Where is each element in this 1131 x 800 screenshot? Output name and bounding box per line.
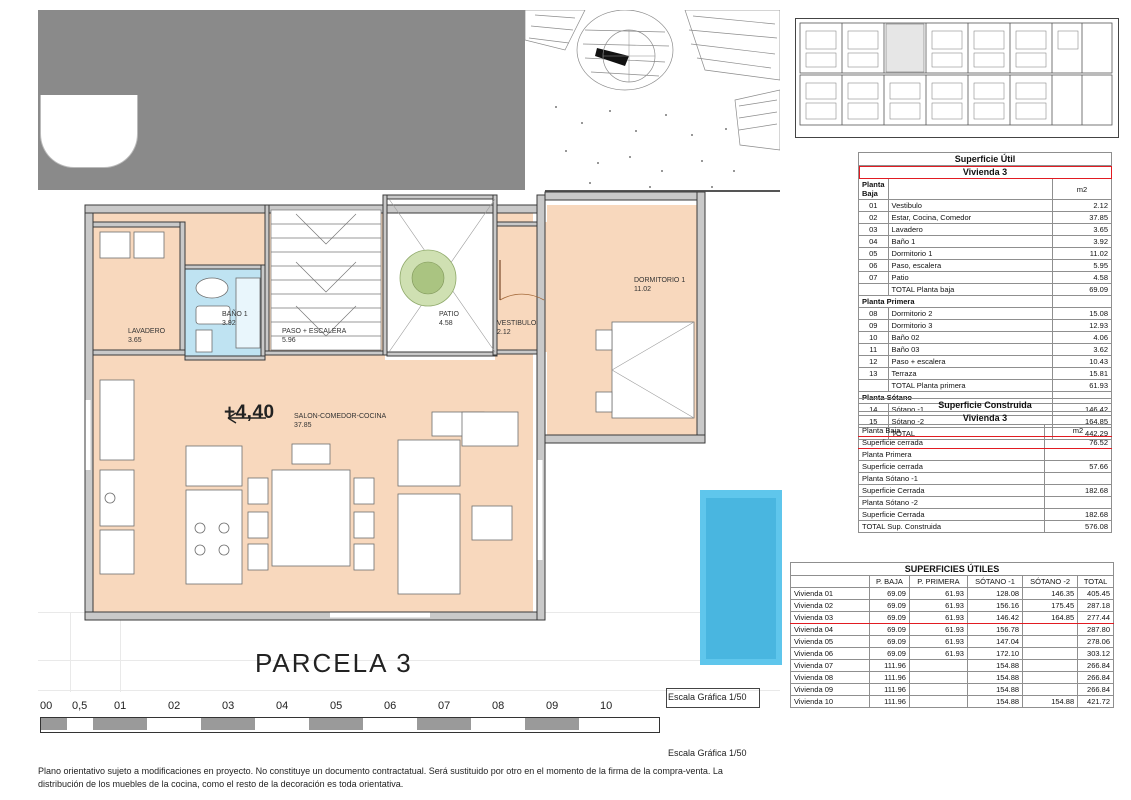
row-name: Baño 03 bbox=[888, 344, 1052, 356]
row-code: 04 bbox=[859, 236, 889, 248]
row-value: 3.92 bbox=[1053, 236, 1112, 248]
graphic-scale bbox=[40, 700, 660, 733]
row-value: 12.93 bbox=[1053, 320, 1112, 332]
row-value: 182.68 bbox=[1045, 485, 1112, 497]
row-label: Vivienda 05 bbox=[791, 636, 870, 648]
row-name: Vestibulo bbox=[888, 200, 1052, 212]
row-value: 442.29 bbox=[1053, 428, 1112, 440]
scale-tick: 00 bbox=[40, 700, 53, 712]
level-marker: +4,40 bbox=[224, 402, 275, 423]
row-code: 15 bbox=[859, 416, 889, 428]
row-code: 01 bbox=[859, 200, 889, 212]
scale-tick: 02 bbox=[168, 700, 181, 712]
table-superficie-util bbox=[858, 152, 1112, 440]
row-value: 2.12 bbox=[1053, 200, 1112, 212]
row-name: Dormitorio 2 bbox=[888, 308, 1052, 320]
row-code bbox=[859, 284, 889, 296]
room-label-dormitorio-1: DORMITORIO 1 11.02 bbox=[634, 277, 686, 293]
row-name: TOTAL bbox=[888, 428, 1052, 440]
table-row: Vivienda 02 69.09 61.93 156.16 175.45 287.18 bbox=[791, 600, 1114, 612]
row-value: 3.65 bbox=[1053, 224, 1112, 236]
row-label: Vivienda 01 bbox=[791, 588, 870, 600]
scale-tick: 10 bbox=[600, 700, 613, 712]
row-value: 10.43 bbox=[1053, 356, 1112, 368]
row-value: m2 bbox=[1045, 425, 1112, 437]
row-name: Superficie cerrada bbox=[859, 437, 1045, 449]
column-header: P. BAJA bbox=[870, 576, 910, 588]
row-name: Superficie Cerrada bbox=[859, 485, 1045, 497]
scale-bar bbox=[40, 717, 660, 733]
scale-tick: 05 bbox=[330, 700, 343, 712]
table-row: Vivienda 08 111.96 154.88 266.84 bbox=[791, 672, 1114, 684]
table-row: Vivienda 07 111.96 154.88 266.84 bbox=[791, 660, 1114, 672]
room-label-salon: SALON-COMEDOR-COCINA 37.85 bbox=[294, 413, 387, 429]
table-row-highlighted: Vivienda 03 69.09 61.93 146.42 164.85 277.44 bbox=[791, 612, 1114, 624]
row-value bbox=[1045, 449, 1112, 461]
row-name: Planta Sótano -1 bbox=[859, 473, 1045, 485]
table-row: Vivienda 09 111.96 154.88 266.84 bbox=[791, 684, 1114, 696]
row-code bbox=[859, 380, 889, 392]
room-label-vestibulo: VESTIBULO 2.12 bbox=[497, 320, 537, 336]
table-title: SUPERFICIES ÚTILES bbox=[791, 563, 1114, 576]
row-code: 09 bbox=[859, 320, 889, 332]
row-name: Superficie cerrada bbox=[859, 461, 1045, 473]
row-name: Paso, escalera bbox=[888, 260, 1052, 272]
row-value: 76.52 bbox=[1045, 437, 1112, 449]
table-superficies-utiles-summary bbox=[790, 562, 1114, 708]
section-header: Planta Primera bbox=[859, 296, 1053, 308]
row-value: 61.93 bbox=[1053, 380, 1112, 392]
room-label-lavadero: LAVADERO 3.65 bbox=[128, 328, 166, 344]
row-value bbox=[1045, 473, 1112, 485]
scale-note-bar: Escala Gráfica 1/50 bbox=[668, 748, 747, 758]
column-header: SÓTANO -1 bbox=[967, 576, 1022, 588]
row-name: Terraza bbox=[888, 368, 1052, 380]
row-label: Vivienda 08 bbox=[791, 672, 870, 684]
column-header bbox=[791, 576, 870, 588]
row-code: 14 bbox=[859, 404, 889, 416]
table-row: Vivienda 04 69.09 61.93 156.78 287.80 bbox=[791, 624, 1114, 636]
table-row: Vivienda 10 111.96 154.88 154.88 421.72 bbox=[791, 696, 1114, 708]
scale-tick: 09 bbox=[546, 700, 559, 712]
row-label: Vivienda 06 bbox=[791, 648, 870, 660]
row-name: Planta Baja bbox=[859, 425, 1045, 437]
section-header: Planta Sótano bbox=[859, 392, 1053, 404]
row-value: 15.08 bbox=[1053, 308, 1112, 320]
row-name: Dormitorio 1 bbox=[888, 248, 1052, 260]
row-name: Superficie Cerrada bbox=[859, 509, 1045, 521]
row-name: Dormitorio 3 bbox=[888, 320, 1052, 332]
row-name: Estar, Cocina, Comedor bbox=[888, 212, 1052, 224]
scale-note-plan: Escala Gráfica 1/50 bbox=[668, 692, 747, 702]
row-value: 4.58 bbox=[1053, 272, 1112, 284]
row-name: TOTAL Sup. Construida bbox=[859, 521, 1045, 533]
elevation-drawing bbox=[796, 19, 1116, 135]
disclaimer-text: Plano orientativo sujeto a modificaciones en proyecto. No constituye un documento contractatual. Será sustituido por otro en el momento de la firma de la compra-venta. La distribución de los muebles de la cocina, como el resto de la decoración es toda orientativa. bbox=[38, 766, 723, 790]
row-value: 37.85 bbox=[1053, 212, 1112, 224]
table-title: Superficie Útil bbox=[859, 153, 1112, 166]
row-value: 69.09 bbox=[1053, 284, 1112, 296]
scale-tick: 04 bbox=[276, 700, 289, 712]
scale-tick: 06 bbox=[384, 700, 397, 712]
row-name: Paso + escalera bbox=[888, 356, 1052, 368]
row-name: Patio bbox=[888, 272, 1052, 284]
table-superficie-construida bbox=[858, 398, 1112, 533]
scale-tick: 0,5 bbox=[72, 700, 88, 712]
row-code: 02 bbox=[859, 212, 889, 224]
scale-tick: 01 bbox=[114, 700, 127, 712]
row-code: 03 bbox=[859, 224, 889, 236]
room-label-paso-escalera: PASO + ESCALERA 5.96 bbox=[282, 328, 347, 344]
scale-tick: 07 bbox=[438, 700, 451, 712]
row-label: Vivienda 09 bbox=[791, 684, 870, 696]
row-name: Baño 02 bbox=[888, 332, 1052, 344]
section-header: Planta Baja bbox=[859, 179, 889, 200]
row-value: 11.02 bbox=[1053, 248, 1112, 260]
row-code: 11 bbox=[859, 344, 889, 356]
row-code: 06 bbox=[859, 260, 889, 272]
row-value: 146.42 bbox=[1053, 404, 1112, 416]
row-name: Baño 1 bbox=[888, 236, 1052, 248]
row-value: 164.85 bbox=[1053, 416, 1112, 428]
row-label: Vivienda 10 bbox=[791, 696, 870, 708]
row-name: Planta Primera bbox=[859, 449, 1045, 461]
column-header: TOTAL bbox=[1078, 576, 1114, 588]
row-code: 05 bbox=[859, 248, 889, 260]
row-value: 182.68 bbox=[1045, 509, 1112, 521]
row-value: 576.08 bbox=[1045, 521, 1112, 533]
row-name: Planta Sótano -2 bbox=[859, 497, 1045, 509]
row-label: Vivienda 04 bbox=[791, 624, 870, 636]
table-title: Superficie Construida bbox=[859, 399, 1112, 412]
row-name: Sótano -1 bbox=[888, 404, 1052, 416]
table-row: Vivienda 06 69.09 61.93 172.10 303.12 bbox=[791, 648, 1114, 660]
building-elevation-diagram bbox=[795, 18, 1119, 138]
row-value: 57.66 bbox=[1045, 461, 1112, 473]
row-label: Vivienda 02 bbox=[791, 600, 870, 612]
row-name: Lavadero bbox=[888, 224, 1052, 236]
table-row: Vivienda 01 69.09 61.93 128.08 146.35 405.45 bbox=[791, 588, 1114, 600]
scale-tick: 03 bbox=[222, 700, 235, 712]
row-label: Vivienda 03 bbox=[791, 612, 870, 624]
room-label-bano-1: BAÑO 1 3.92 bbox=[222, 311, 248, 327]
column-header: P. PRIMERA bbox=[909, 576, 967, 588]
scale-tick: 08 bbox=[492, 700, 505, 712]
row-name: TOTAL Planta primera bbox=[888, 380, 1052, 392]
row-code: 10 bbox=[859, 332, 889, 344]
row-value: 4.06 bbox=[1053, 332, 1112, 344]
row-code: 08 bbox=[859, 308, 889, 320]
row-label: Vivienda 07 bbox=[791, 660, 870, 672]
row-code: 07 bbox=[859, 272, 889, 284]
unit-label: m2 bbox=[1053, 179, 1112, 200]
table-dwelling: Vivienda 3 bbox=[859, 412, 1112, 425]
row-value: 3.62 bbox=[1053, 344, 1112, 356]
row-name: Sótano -2 bbox=[888, 416, 1052, 428]
row-name: TOTAL Planta baja bbox=[888, 284, 1052, 296]
row-value bbox=[1045, 497, 1112, 509]
table-dwelling: Vivienda 3 bbox=[859, 166, 1112, 179]
row-code: 12 bbox=[859, 356, 889, 368]
scale-note-box bbox=[666, 688, 760, 708]
row-code: 13 bbox=[859, 368, 889, 380]
column-header: SÓTANO -2 bbox=[1023, 576, 1078, 588]
room-label-patio: PATIO 4.58 bbox=[439, 311, 459, 327]
parcel-title: PARCELA 3 bbox=[255, 648, 413, 678]
row-value: 15.81 bbox=[1053, 368, 1112, 380]
row-value: 5.95 bbox=[1053, 260, 1112, 272]
table-row: Vivienda 05 69.09 61.93 147.04 278.06 bbox=[791, 636, 1114, 648]
